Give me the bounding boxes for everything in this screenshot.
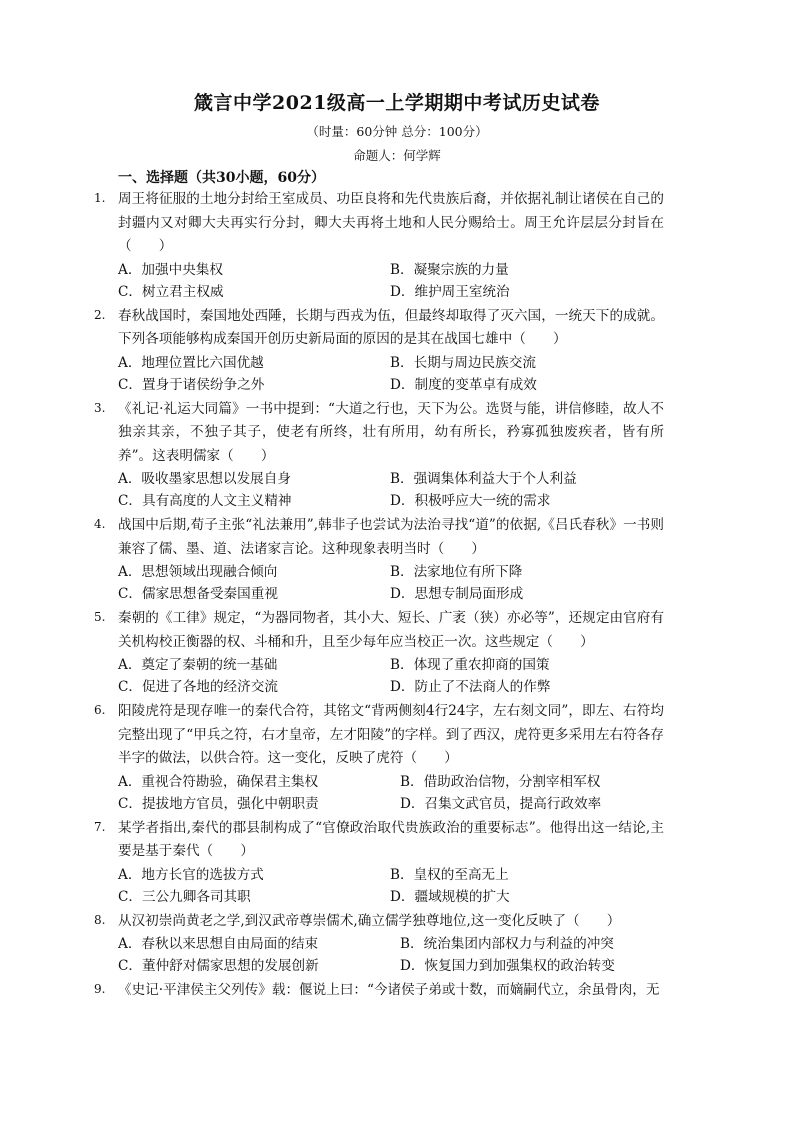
option-d: D．思想专制局面形成	[390, 586, 524, 602]
option-a: A．思想领域出现融合倾向	[118, 564, 278, 580]
option-c: C．儒家思想备受秦国重视	[118, 586, 278, 602]
option-b: B．统治集团内部权力与利益的冲突	[400, 936, 614, 952]
question-number: 8.	[94, 912, 106, 927]
question-number: 3.	[94, 400, 106, 415]
question-number: 4.	[94, 517, 106, 531]
question-options	[118, 352, 678, 396]
question-item	[0, 607, 794, 698]
question-number: 7.	[94, 819, 106, 834]
question-item	[0, 910, 794, 978]
question-item	[0, 305, 794, 396]
option-d: D．防止了不法商人的作弊	[390, 679, 551, 695]
option-a: A．加强中央集权	[118, 261, 223, 278]
exam-author: 命题人：何学辉	[353, 148, 441, 163]
question-text: 从汉初崇尚黄老之学,到汉武帝尊崇儒术,确立儒学独尊地位,这一变化反映了（ ）	[118, 912, 621, 929]
question-options	[118, 933, 678, 977]
option-b: B．借助政治信物，分割宰相军权	[400, 773, 601, 790]
question-number: 2.	[94, 307, 106, 322]
question-item	[0, 817, 794, 908]
option-a: A．吸收墨家思想以发展自身	[118, 471, 291, 487]
option-d: D．维护周王室统治	[390, 283, 510, 300]
question-options	[118, 771, 678, 815]
exam-title: 箴言中学2021级高一上学期期中考试历史试卷	[194, 92, 600, 114]
option-a: A．地方长官的选拔方式	[118, 866, 264, 883]
question-text: 《史记·平津侯主父列传》载：偃说上曰：“今诸侯子弟或十数，而嫡嗣代立，余虽骨肉，无	[118, 982, 660, 998]
option-b: B．法家地位有所下降	[390, 564, 523, 580]
question-number: 6.	[94, 703, 106, 717]
option-d: D．召集文武官员，提高行政效率	[400, 795, 602, 812]
option-b: B．凝聚宗族的力量	[390, 261, 509, 278]
question-text: 《礼记·礼运大同篇》一书中提到：“大道之行也，天下为公。选贤与能，讲信修睦，故人不独亲其亲，不独子其子，使老有所终，壮有所用，幼有所长，矜寡孤独废疾者，皆有所养”。这表明儒家（ ）	[118, 400, 664, 464]
option-c: C．促进了各地的经济交流	[118, 679, 278, 695]
question-item	[0, 700, 794, 815]
option-d: D．恢复国力到加强集权的政治转变	[400, 958, 615, 974]
option-b: B．皇权的至高无上	[390, 866, 509, 883]
option-a: A．奠定了秦朝的统一基础	[118, 657, 278, 673]
question-options	[118, 468, 678, 512]
question-number: 1.	[94, 191, 106, 205]
option-d: D．疆域规模的扩大	[390, 888, 510, 905]
question-options	[118, 561, 678, 605]
question-options	[118, 654, 678, 698]
option-b: B．长期与周边民族交流	[390, 354, 536, 371]
option-c: C．三公九卿各司其职	[118, 888, 251, 905]
question-number: 9.	[94, 982, 106, 996]
option-a: A．春秋以来思想自由局面的结束	[118, 936, 319, 952]
option-c: C．提拔地方官员，强化中朝职责	[118, 795, 319, 812]
option-a: A．重视合符勘验，确保君主集权	[118, 773, 319, 790]
exam-duration-score: （时量：60分钟 总分：100分）	[306, 124, 488, 139]
section-heading: 一、选择题（共30小题，60分）	[118, 170, 325, 186]
question-item	[0, 514, 794, 605]
question-list	[0, 188, 794, 1005]
question-number: 5.	[94, 610, 106, 624]
question-options	[118, 864, 678, 908]
option-c: C．置身于诸侯纷争之外	[118, 376, 265, 393]
question-item	[0, 188, 794, 303]
question-options	[118, 259, 678, 303]
option-d: D．制度的变革卓有成效	[390, 376, 537, 393]
question-text: 周王将征服的土地分封给王室成员、功臣良将和先代贵族后裔，并依据礼制让诸侯在自己的封疆内又对卿大夫再实行分封，卿大夫再将土地和人民分赐给士。周王允许层层分封旨在（ ）	[118, 191, 664, 254]
option-c: C．具有高度的人文主义精神	[118, 493, 292, 509]
question-text: 某学者指出,秦代的郡县制构成了“官僚政治取代贵族政治的重要标志”。他得出这一结论,主要是基于秦代（ ）	[118, 819, 664, 859]
option-a: A．地理位置比六国优越	[118, 354, 264, 371]
option-d: D．积极呼应大一统的需求	[390, 493, 551, 509]
option-c: C．董仲舒对儒家思想的发展创新	[118, 958, 319, 974]
question-item	[0, 398, 794, 513]
question-text: 阳陵虎符是现存唯一的秦代合符，其铭文“背两侧刻4行24字，左右刻文同”，即左、右符均完整出现了“甲兵之符，右才皇帝，左才阳陵”的字样。到了西汉，虎符更多采用左右符各存半字的做法，以供合符。这一变化，反映了虎符（ ）	[118, 703, 664, 766]
option-b: B．强调集体利益大于个人利益	[390, 471, 577, 487]
question-text: 秦朝的《工律》规定，“为器同物者，其小大、短长、广袤（狭）亦必等”，还规定由官府有关机构校正衡器的权、斗桶和升，且至少每年应当校正一次。这些规定（ ）	[118, 610, 664, 650]
question-text: 战国中后期,荀子主张“礼法兼用”,韩非子也尝试为法治寻找“道”的依据,《吕氏春秋》一书则兼容了儒、墨、道、法诸家言论。这种现象表明当时（ ）	[118, 517, 664, 557]
option-b: B．体现了重农抑商的国策	[390, 657, 550, 673]
question-text: 春秋战国时，秦国地处西陲，长期与西戎为伍，但最终却取得了灭六国，一统天下的成就。下列各项能够构成秦国开创历史新局面的原因的是其在战国七雄中（ ）	[118, 307, 664, 347]
question-item	[0, 979, 794, 1003]
option-c: C．树立君主权威	[118, 283, 224, 300]
